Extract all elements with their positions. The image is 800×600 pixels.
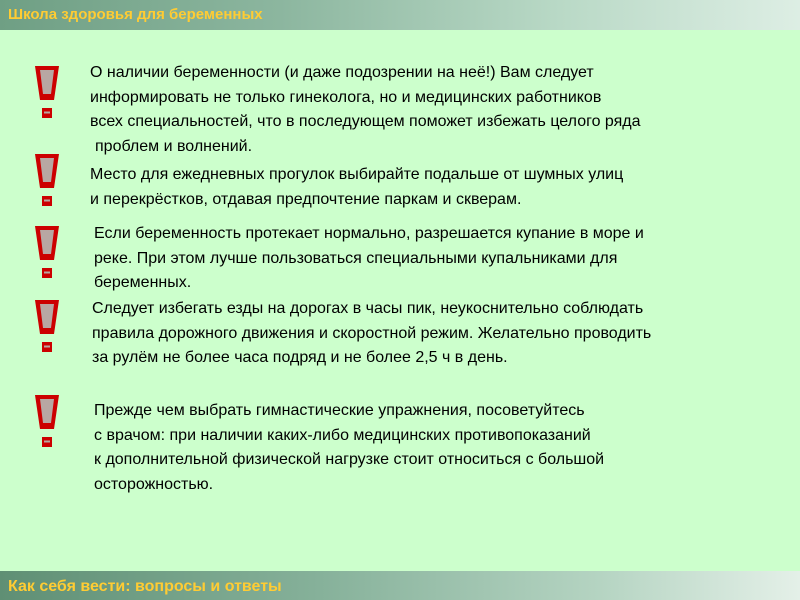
tip-line: осторожностью. bbox=[94, 475, 214, 493]
page-title: Школа здоровья для беременных bbox=[8, 6, 263, 23]
tip-line: беременных. bbox=[94, 274, 192, 291]
exclamation-warning-icon bbox=[33, 224, 61, 286]
exclamation-warning-icon bbox=[33, 64, 61, 126]
tip-line: Если беременность протекает нормально, разрешается купание в море и bbox=[94, 225, 644, 242]
tip-line: и перекрёстков, отдавая предпочтение паркам и скверам. bbox=[90, 190, 522, 208]
tip-line: проблем и волнений. bbox=[95, 137, 253, 155]
tip-line: правила дорожного движения и скоростной режим. Желательно проводить bbox=[92, 324, 652, 342]
footer-bar bbox=[0, 571, 800, 600]
tip-text bbox=[90, 61, 641, 159]
header-bar bbox=[0, 0, 800, 30]
tip-line: Прежде чем выбрать гимнастические упражнения, посоветуйтесь bbox=[94, 402, 585, 419]
tip-text bbox=[94, 222, 644, 296]
tip-line: за рулём не более часа подряд и не более 2,5 ч в день. bbox=[92, 349, 508, 366]
tip-line: информировать не только гинеколога, но и медицинских работников bbox=[90, 88, 602, 106]
tip-text bbox=[92, 297, 651, 371]
exclamation-warning-icon bbox=[33, 298, 61, 360]
tip-text bbox=[94, 399, 604, 497]
tip-line: Следует избегать езды на дорогах в часы пик, неукоснительно соблюдать bbox=[92, 300, 644, 317]
tip-line: к дополнительной физической нагрузке стоит относиться с большой bbox=[94, 451, 605, 468]
footer-title: Как себя вести: вопросы и ответы bbox=[8, 578, 282, 595]
exclamation-warning-icon bbox=[33, 393, 61, 455]
tip-line: Место для ежедневных прогулок выбирайте подальше от шумных улиц bbox=[90, 166, 624, 183]
exclamation-warning-icon bbox=[33, 152, 61, 214]
tip-text bbox=[90, 163, 623, 212]
tip-line: реке. При этом лучше пользоваться специальными купальниками для bbox=[94, 249, 618, 267]
tip-line: с врачом: при наличии каких-либо медицинских противопоказаний bbox=[94, 426, 591, 444]
tip-line: всех специальностей, что в последующем поможет избежать целого ряда bbox=[90, 113, 641, 130]
tip-line: О наличии беременности (и даже подозрении на неё!) Вам следует bbox=[90, 64, 594, 81]
